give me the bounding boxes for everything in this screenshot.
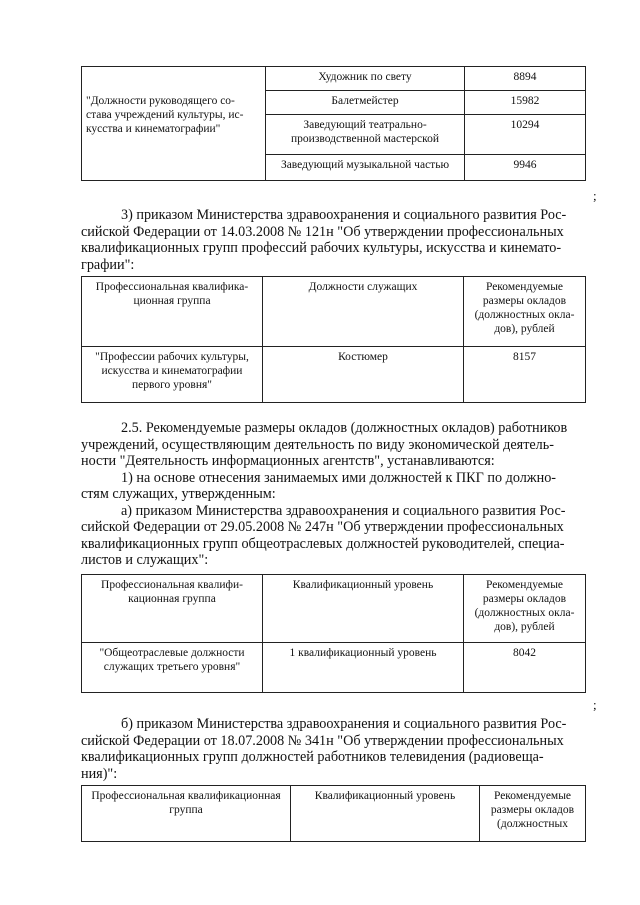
table-theatre-positions — [81, 66, 586, 181]
position-cell: Балетмейстер — [266, 91, 465, 115]
salary-cell: 8042 — [464, 643, 586, 693]
table-workers-culture — [81, 276, 586, 403]
header-salary: Рекомендуемые размеры окладов (должностных — [480, 786, 586, 842]
group-cell: "Общеотраслевые должности служащих третьего уровня" — [82, 643, 263, 693]
header-salary: Рекомендуемые размеры окладов (должностных окла- дов), рублей — [464, 575, 586, 643]
header-group: Профессиональная квалификационная группа — [82, 786, 291, 842]
salary-cell: 9946 — [465, 155, 586, 181]
table-general-positions — [81, 574, 586, 693]
paragraph-order-b: б) приказом Министерства здравоохранения и социального развития Рос- сийской Федерации от 18.07.2008 № 341н "Об утверждении профессиональных квалификационных групп должностей работников телевидения (радиовеща- ния)": — [81, 716, 567, 782]
salary-cell: 10294 — [465, 115, 586, 155]
table-header-row — [82, 575, 586, 643]
header-level: Квалификационный уровень — [263, 575, 464, 643]
table-tv-positions — [81, 785, 586, 842]
group-cell — [82, 67, 266, 91]
level-cell: 1 квалификационный уровень — [263, 643, 464, 693]
header-level: Квалификационный уровень — [291, 786, 480, 842]
paragraph-order-3: 3) приказом Министерства здравоохранения и социального развития Рос- сийской Федерации от 14.03.2008 № 121н "Об утверждении профессиональных квалификационных групп профессий рабочих культуры, искусства и кинемато- графии": — [81, 207, 567, 273]
header-position: Должности служащих — [263, 277, 464, 347]
position-cell: Художник по свету — [266, 67, 465, 91]
position-cell: Заведующий театрально- производственной мастерской — [266, 115, 465, 155]
table-row — [82, 643, 586, 693]
position-cell: Костюмер — [263, 347, 464, 403]
table-header-row — [82, 277, 586, 347]
salary-cell: 8157 — [464, 347, 586, 403]
group-cell: "Профессии рабочих культуры, искусства и кинематографии первого уровня" — [82, 347, 263, 403]
salary-cell: 8894 — [465, 67, 586, 91]
salary-cell: 15982 — [465, 91, 586, 115]
header-group: Профессиональная квалифи- кационная группа — [82, 575, 263, 643]
table-row — [82, 67, 586, 91]
semicolon: ; — [593, 188, 597, 203]
group-cell: "Должности руководящего со- става учреждений культуры, ис- кусства и кинематографии" — [82, 91, 266, 181]
header-salary: Рекомендуемые размеры окладов (должностных окла- дов), рублей — [464, 277, 586, 347]
table-row — [82, 347, 586, 403]
position-cell: Заведующий музыкальной частью — [266, 155, 465, 181]
table-header-row — [82, 786, 586, 842]
header-group: Профессиональная квалифика- ционная группа — [82, 277, 263, 347]
table-row — [82, 91, 586, 115]
paragraph-2-5: 2.5. Рекомендуемые размеры окладов (должностных окладов) работников учреждений, осуществляющим деятельность по виду экономической деятель- ности "Деятельность информационных агентств", устанавливаются: 1) на основе отнесения занимаемых ими должностей к ПКГ по должно- стям служащих, утвержденным: а) приказом Министерства здравоохранения и социального развития Рос- сийской Федерации от 29.05.2008 № 247н "Об утверждении профессиональных квалификационных групп общеотраслевых должностей руководителей, специа- листов и служащих": — [81, 420, 568, 568]
semicolon: ; — [593, 697, 597, 712]
